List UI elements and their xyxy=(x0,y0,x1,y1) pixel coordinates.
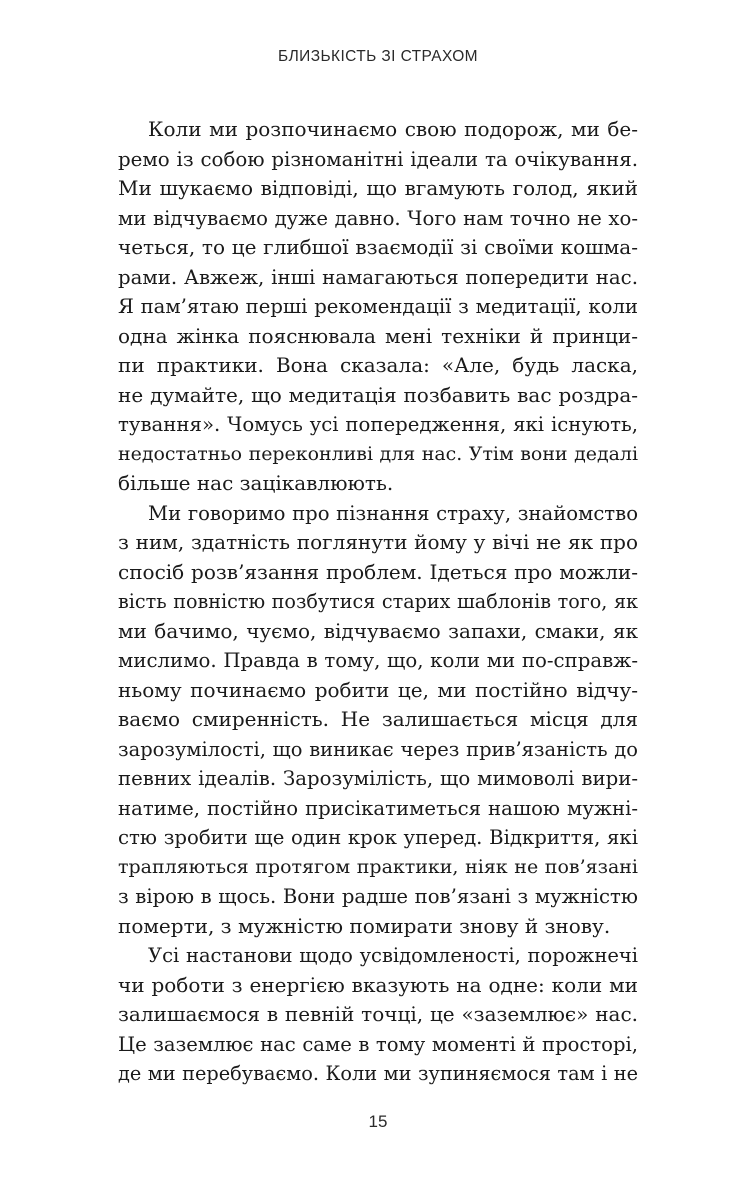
text-line: трапляються протягом практики, ніяк не пов’язані xyxy=(118,855,638,878)
text-line: ми бачимо, чуємо, відчуваємо запахи, смаки, як xyxy=(118,618,638,643)
text-line: ремо із собою різноманітні ідеали та очікування. xyxy=(118,147,638,171)
text-line: ми відчуваємо дуже давно. Чого нам точно не хо- xyxy=(118,206,638,230)
text-line: зарозумілості, що виникає через прив’язаність до xyxy=(118,737,638,761)
text-line: більше нас зацікавлюють. xyxy=(118,471,394,495)
text-line: мислимо. Правда в тому, що, коли ми по-справж- xyxy=(118,649,638,672)
text-line: тування». Чомусь усі попередження, які існують, xyxy=(118,413,638,436)
text-line: натиме, постійно присікатиметься нашою мужні- xyxy=(118,796,638,820)
paragraph xyxy=(118,941,638,1089)
text-line: з ним, здатність поглянути йому у вічі не як про xyxy=(118,530,638,554)
body-text xyxy=(118,115,638,1089)
text-line: одна жінка пояснювала мені техніки й принци- xyxy=(118,323,638,348)
running-head-title: БЛИЗЬКІСТЬ ЗІ СТРАХОМ xyxy=(278,48,478,65)
text-line: стю зробити ще один крок уперед. Відкриття, які xyxy=(118,826,638,849)
text-line: четься, то це глибшої взаємодії зі своїми кошма- xyxy=(118,235,638,259)
text-line: залишаємося в певній точці, це «заземлює» нас. xyxy=(118,1002,638,1026)
text-line: Ми шукаємо відповіді, що вгамують голод, який xyxy=(118,176,638,200)
text-line: недостатньо переконливі для нас. Утім вони дедалі xyxy=(118,442,638,465)
page-number: 15 xyxy=(368,1112,388,1131)
text-line: ньому починаємо робити це, ми постійно відчу- xyxy=(118,677,638,702)
text-line: Ми говоримо про пізнання страху, знайомство xyxy=(148,501,638,525)
text-line: спосіб розв’язання проблем. Ідеться про можли- xyxy=(118,559,638,584)
text-line: вість повністю позбутися старих шаблонів того, як xyxy=(118,590,638,613)
text-line: де ми перебуваємо. Коли ми зупиняємося там і не xyxy=(118,1062,638,1085)
text-line: Коли ми розпочинаємо свою подорож, ми бе- xyxy=(148,117,638,141)
text-line: ваємо смиренність. Не залишається місця для xyxy=(118,707,638,731)
text-line: рами. Авжеж, інші намагаються попередити нас. xyxy=(118,265,638,289)
text-line: не думайте, що медитація позбавить вас роздра- xyxy=(118,382,638,407)
text-line: чи роботи з енергією вказують на одне: коли ми xyxy=(118,972,638,997)
text-line: пи практики. Вона сказала: «Але, будь ласка, xyxy=(118,353,638,377)
text-line: певних ідеалів. Зарозумілість, що мимоволі вири- xyxy=(118,767,638,790)
paragraph xyxy=(118,499,638,942)
paragraph xyxy=(118,115,638,499)
text-line: померти, з мужністю помирати знову й знову. xyxy=(118,913,611,938)
text-line: з вірою в щось. Вони радше пов’язані з мужністю xyxy=(118,885,638,908)
text-line: Усі настанови щодо усвідомленості, порожнечі xyxy=(148,944,638,967)
text-line: Це заземлює нас саме в тому моменті й просторі, xyxy=(118,1032,638,1056)
text-line: Я пам’ятаю перші рекомендації з медитації, коли xyxy=(118,295,638,318)
